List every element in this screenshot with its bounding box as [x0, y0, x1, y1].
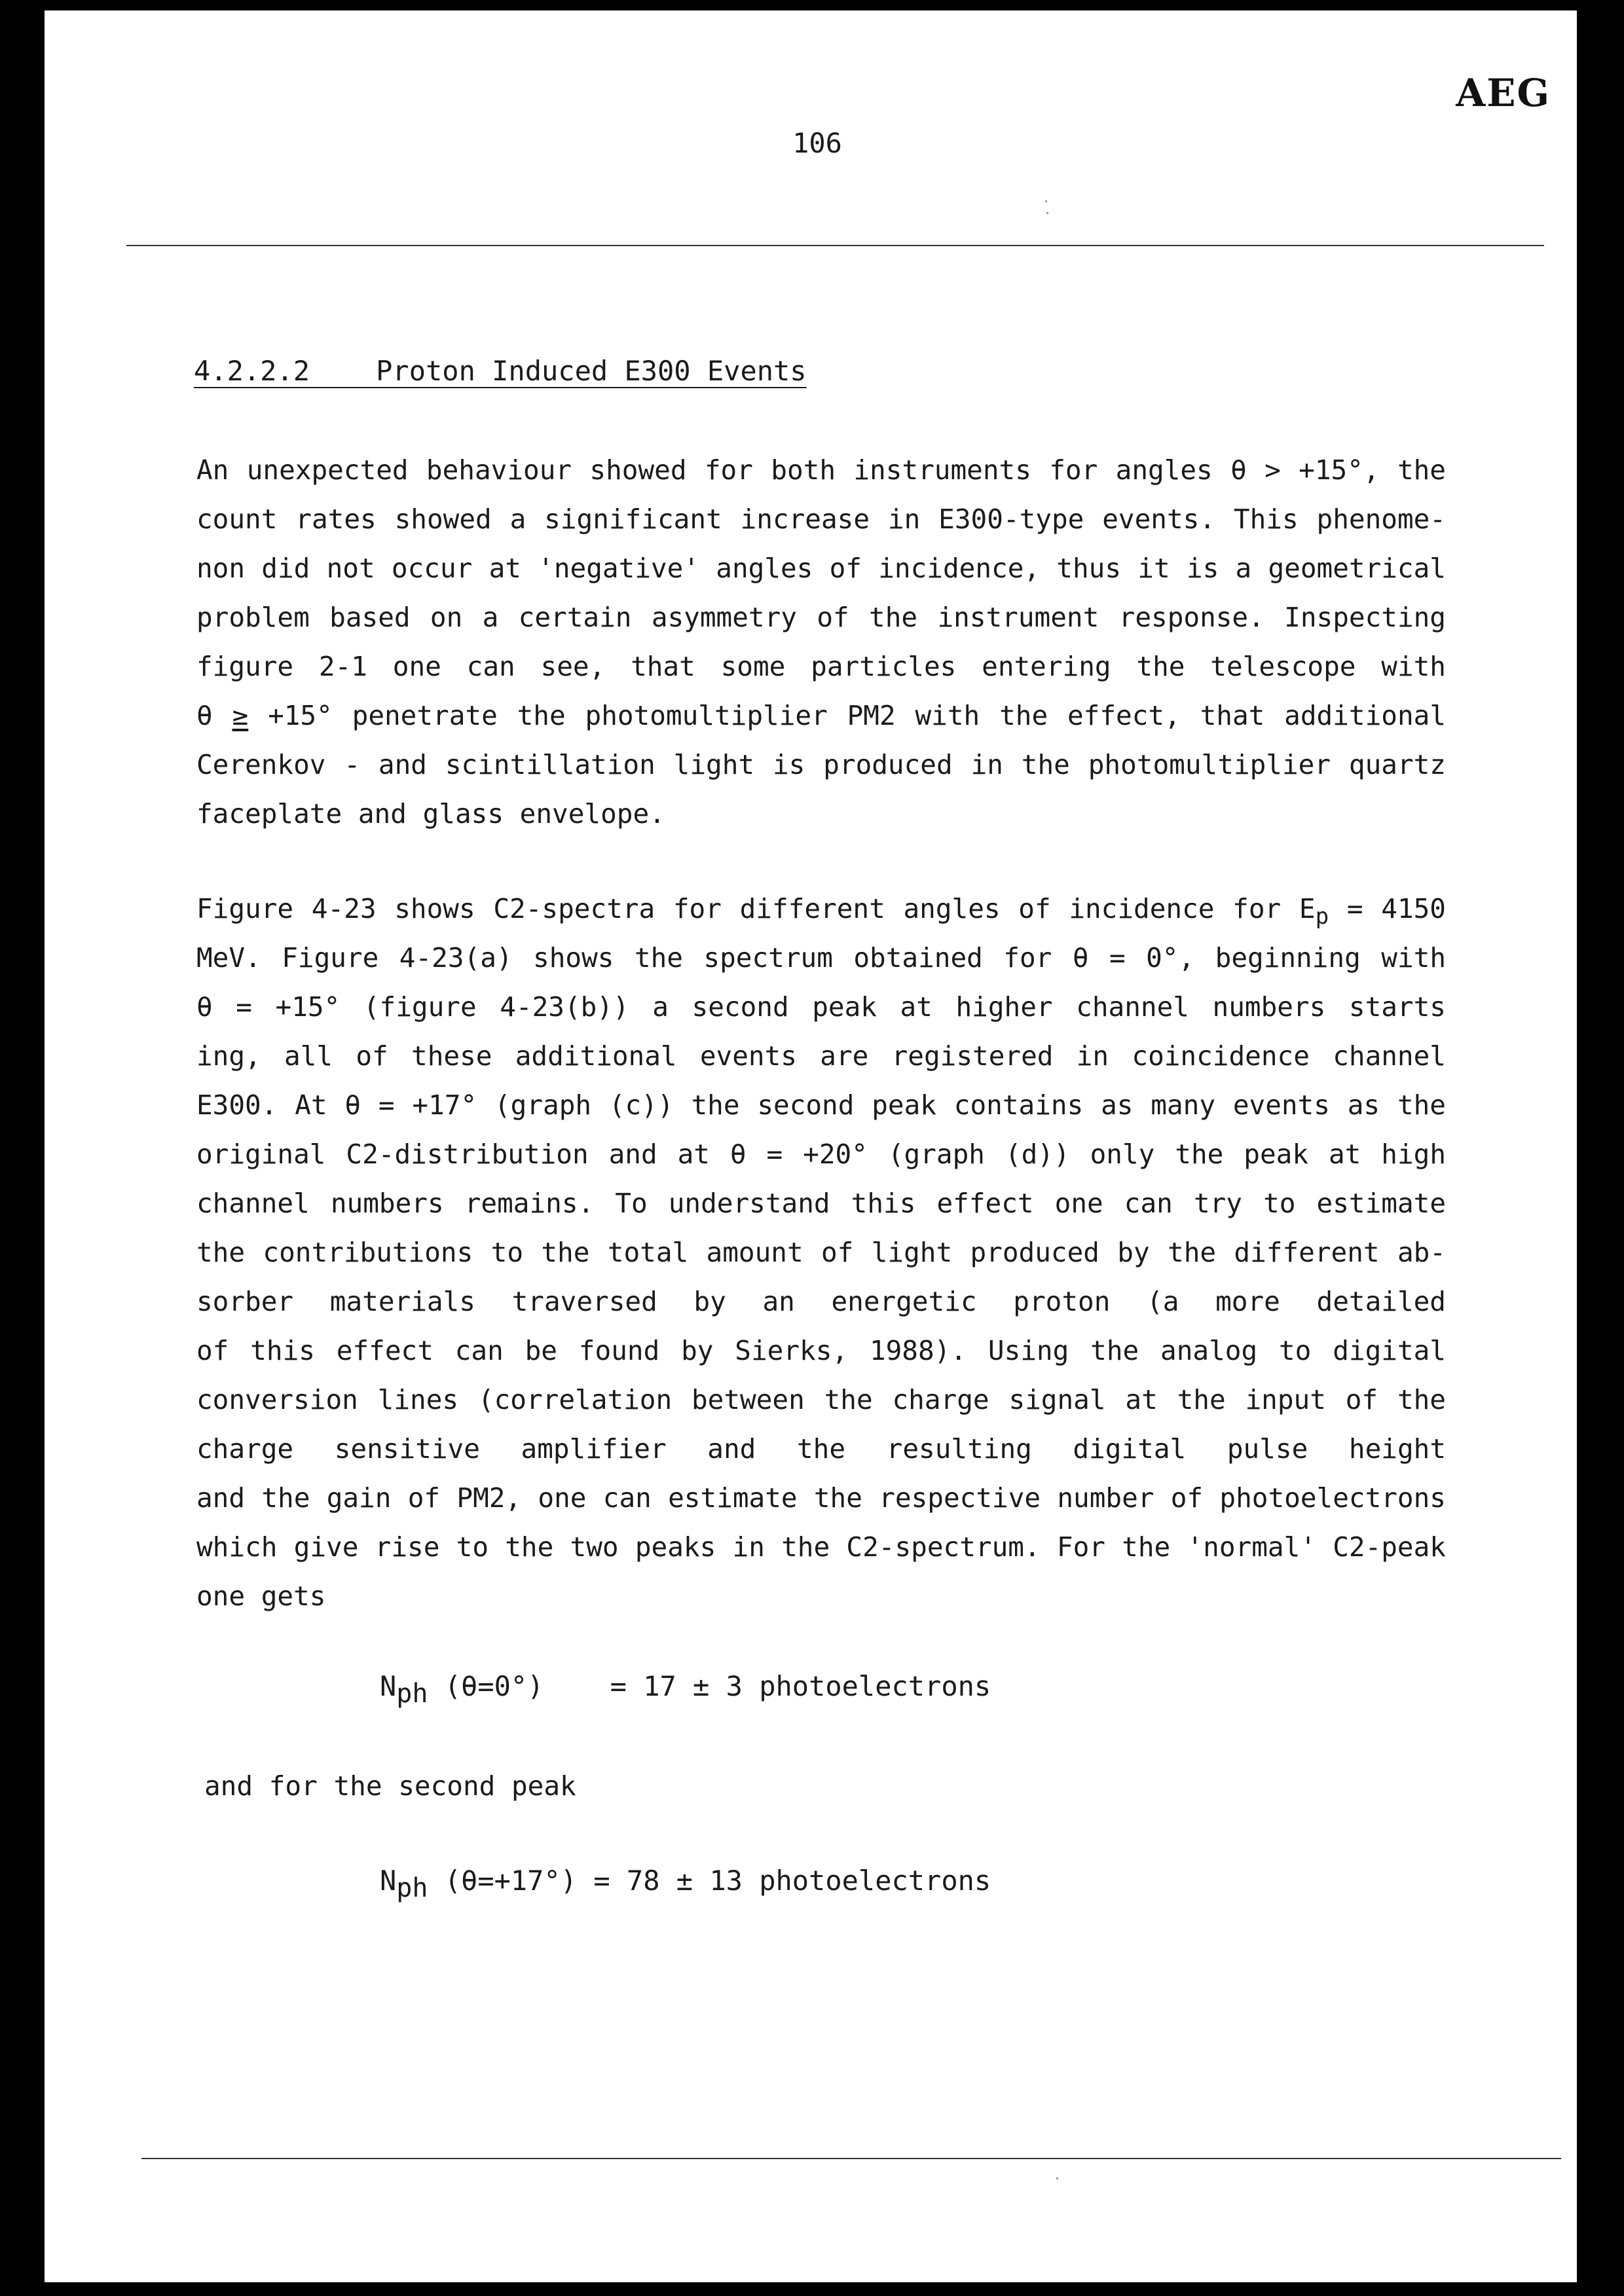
header-rule [126, 245, 1544, 246]
paragraph-line: the contributions to the total amount of light produced by the different ab- [196, 1237, 1446, 1268]
paragraph-line: ing, all of these additional events are registered in coincidence channel [196, 1040, 1446, 1072]
connector-text: and for the second peak [204, 1770, 576, 1802]
paragraph-line: Cerenkov - and scintillation light is produced in the photomultiplier quartz [196, 749, 1446, 780]
scan-speck [1056, 2178, 1058, 2179]
paragraph-line: and the gain of PM2, one can estimate the respective number of photoelectrons [196, 1482, 1446, 1514]
equation-subscript: ph [396, 1873, 428, 1903]
paragraph-line: problem based on a certain asymmetry of the instrument response. Inspecting [196, 602, 1446, 633]
paragraph-line-text: = 4150 [1329, 893, 1446, 924]
paragraph-line: one gets [196, 1580, 326, 1612]
equation-body: (θ=+17°) = 78 ± 13 photoelectrons [428, 1865, 991, 1897]
paragraph-line: which give rise to the two peaks in the C2-spectrum. For the 'normal' C2-peak [196, 1531, 1446, 1563]
subscript-p: p [1315, 903, 1329, 930]
paragraph-line: count rates showed a significant increase in E300-type events. This phenome- [196, 503, 1446, 535]
paragraph-line: original C2-distribution and at θ = +20° (graph (d)) only the peak at high [196, 1139, 1446, 1170]
scan-speck [1046, 212, 1048, 214]
paragraph-line-text: Figure 4-23 shows C2-spectra for different angles of incidence for E [196, 893, 1316, 924]
equation-symbol: N [380, 1670, 397, 1702]
equation-subscript: ph [396, 1679, 428, 1709]
equation-second-peak [380, 1865, 991, 1903]
paragraph-line: non did not occur at 'negative' angles of incidence, thus it is a geometrical [196, 553, 1446, 584]
company-logo: AEG [1456, 71, 1551, 115]
scan-speck [1045, 200, 1047, 202]
greater-equal-symbol: ≥ [232, 700, 249, 731]
paragraph-2 [196, 884, 1446, 1621]
paragraph-line-text: +15° penetrate the photomultiplier PM2 with the effect, that additional [268, 700, 1446, 731]
theta-symbol: θ [196, 700, 232, 731]
equation-symbol: N [380, 1865, 397, 1897]
page-number: 106 [792, 127, 842, 159]
document-page [45, 10, 1577, 2282]
paragraph-line: E300. At θ = +17° (graph (c)) the second peak contains as many events as the [196, 1089, 1446, 1121]
paragraph-line [196, 691, 1446, 740]
paragraph-line: charge sensitive amplifier and the resulting digital pulse height [196, 1433, 1446, 1465]
paragraph-1 [196, 446, 1446, 839]
section-heading: 4.2.2.2 Proton Induced E300 Events [194, 355, 807, 387]
paragraph-line: sorber materials traversed by an energetic proton (a more detailed [196, 1286, 1446, 1317]
paragraph-line: faceplate and glass envelope. [196, 798, 665, 829]
paragraph-line [196, 884, 1446, 934]
paragraph-line: channel numbers remains. To understand this effect one can try to estimate [196, 1188, 1446, 1219]
paragraph-line: conversion lines (correlation between the charge signal at the input of the [196, 1384, 1446, 1415]
equation-normal-peak [380, 1670, 991, 1709]
footer-rule [141, 2158, 1561, 2159]
paragraph-line: An unexpected behaviour showed for both instruments for angles θ > +15°, the [196, 454, 1446, 486]
paragraph-line: θ = +15° (figure 4-23(b)) a second peak at higher channel numbers starts [196, 991, 1446, 1023]
paragraph-line: MeV. Figure 4-23(a) shows the spectrum obtained for θ = 0°, beginning with [196, 942, 1446, 974]
paragraph-line: figure 2-1 one can see, that some particles entering the telescope with [196, 651, 1446, 682]
paragraph-line: of this effect can be found by Sierks, 1988). Using the analog to digital [196, 1335, 1446, 1366]
equation-body: (θ=0°) = 17 ± 3 photoelectrons [428, 1670, 991, 1702]
